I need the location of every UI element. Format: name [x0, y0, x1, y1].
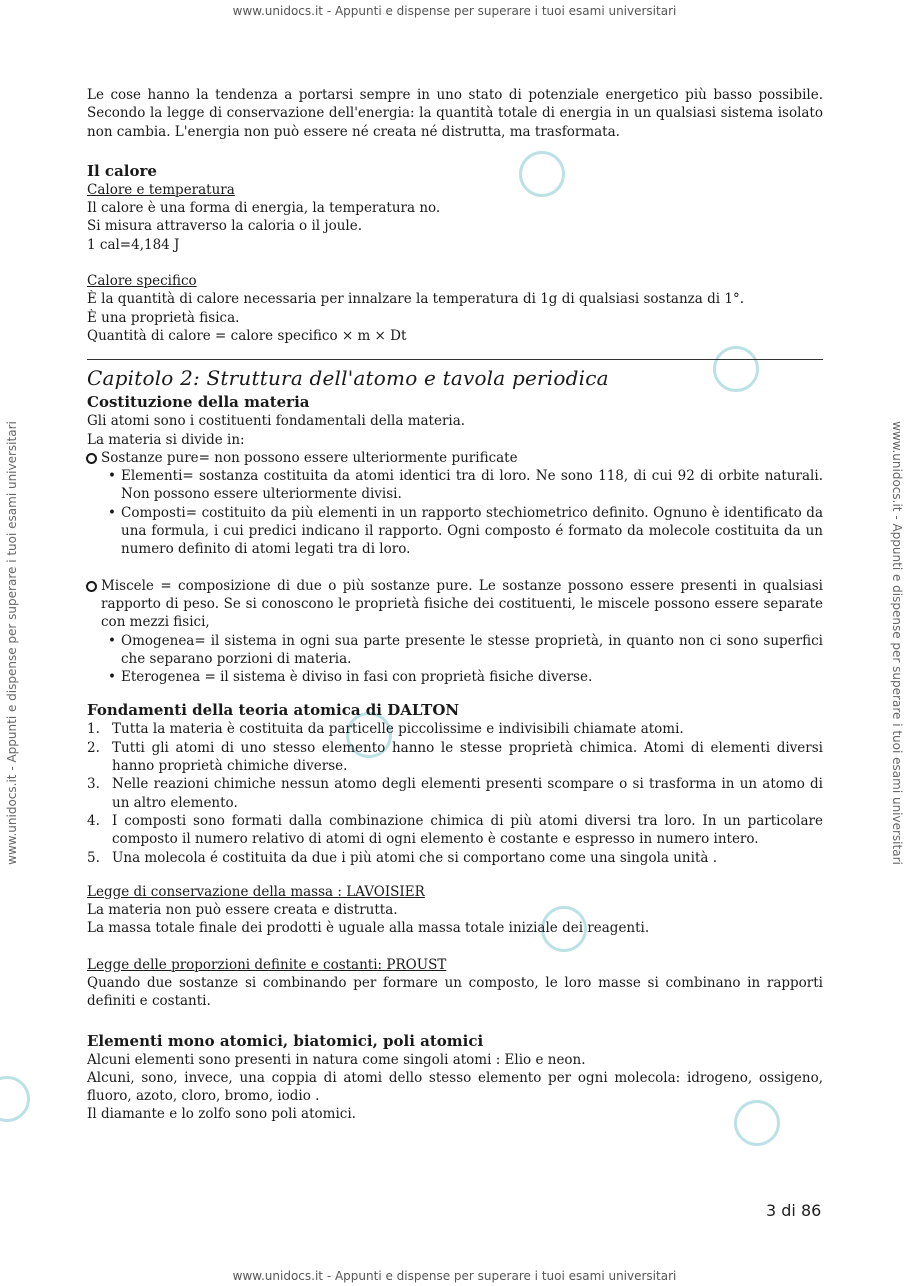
text-line: Si misura attraverso la caloria o il joule. — [87, 218, 362, 235]
text-line: È la quantità di calore necessaria per innalzare la temperatura di 1g di qualsiasi sostanza di 1°. — [87, 291, 744, 308]
text-line: È una proprietà fisica. — [87, 309, 240, 326]
text-line: La materia non può essere creata e distrutta. — [87, 902, 398, 919]
watermark-bottom: www.unidocs.it - Appunti e dispense per superare i tuoi esami universitari — [232, 1269, 677, 1283]
formula-line: Quantità di calore = calore specifico × m × Dt — [87, 327, 407, 344]
bullet-icon: • — [108, 632, 116, 649]
watermark-logo-icon — [0, 1076, 30, 1122]
numbered-list — [87, 720, 823, 866]
text-line: Alcuni, sono, invece, una coppia di atomi dello stesso elemento per ogni molecola: idrogeno, ossigeno, fluoro, azoto, cloro, bromo, iodio . — [87, 1069, 823, 1105]
list-number: 4. — [87, 812, 100, 829]
text-line: Alcuni elementi sono presenti in natura come singoli atomi : Elio e neon. — [87, 1051, 586, 1068]
watermark-top: www.unidocs.it - Appunti e dispense per superare i tuoi esami universitari — [232, 4, 677, 18]
subheading-calore-temperatura: Calore e temperatura — [87, 181, 235, 198]
list-subitem — [87, 504, 823, 559]
section-heading-costituzione: Costituzione della materia — [87, 393, 310, 412]
section-heading-dalton: Fondamenti della teoria atomica di DALTON — [87, 701, 460, 720]
list-item — [87, 449, 823, 467]
text-line: La materia si divide in: — [87, 431, 245, 448]
text-line: Il calore è una forma di energia, la temperatura no. — [87, 200, 441, 217]
list-item — [87, 577, 823, 632]
list-item-text: Tutti gli atomi di uno stesso elemento hanno le stesse proprietà chimica. Atomi di elementi diversi hanno proprietà chimiche diverse. — [112, 739, 823, 775]
section-heading-elementi: Elementi mono atomici, biatomici, poli atomici — [87, 1031, 484, 1050]
bullet-icon: • — [108, 468, 116, 485]
numbered-list-item — [87, 720, 823, 738]
list-subitem — [87, 668, 823, 686]
text-line: Quando due sostanze si combinando per formare un composto, le loro masse si combinano in rapporti definiti e costanti. — [87, 974, 823, 1010]
list-number: 5. — [87, 849, 100, 866]
subheading-lavoisier: Legge di conservazione della massa : LAVOISIER — [87, 883, 425, 900]
chapter-divider — [87, 359, 823, 360]
list-subitem — [87, 467, 823, 504]
circle-bullet-icon — [86, 581, 97, 592]
list-item-text: Composti= costituito da più elementi in un rapporto stechiometrico definito. Ognuno è identificato da una formula, i cui predici indicano il rapporto. Ogni composto é formato da molecole costituita da un numero definito di atomi legati tra di loro. — [121, 504, 823, 558]
list-item-text: Eterogenea = il sistema è diviso in fasi con proprietà fisiche diverse. — [121, 669, 593, 686]
list-number: 1. — [87, 721, 100, 738]
list-item-text: Omogenea= il sistema in ogni sua parte presente le stesse proprietà, in quanto non ci sono superfici che separano porzioni di materia. — [121, 632, 823, 667]
subheading-calore-specifico: Calore specifico — [87, 273, 197, 290]
circle-bullet-icon — [86, 453, 97, 464]
watermark-side-right: www.unidocs.it - Appunti e dispense per superare i tuoi esami universitari — [890, 421, 904, 865]
chapter-title: Capitolo 2: Struttura dell'atomo e tavola periodica — [87, 366, 609, 391]
list-item-text: Sostanze pure= non possono essere ulteriormente purificate — [101, 449, 518, 466]
list-subitem — [87, 632, 823, 669]
list-item-text: Una molecola é costituita da due i più atomi che si comportano come una singola unità . — [112, 849, 718, 866]
page-number: 3 di 86 — [766, 1201, 822, 1220]
list-item-text: I composti sono formati dalla combinazione chimica di più atomi diversi tra loro. In un particolare composto il numero relativo di atomi di ogni elemento è costante e espresso in numero intero. — [112, 812, 823, 848]
section-heading-calore: Il calore — [87, 161, 157, 180]
text-line: Il diamante e lo zolfo sono poli atomici. — [87, 1106, 356, 1123]
list-item-text: Elementi= sostanza costituita da atomi identici tra di loro. Ne sono 118, di cui 92 di orbite naturali. Non possono essere ulteriormente divisi. — [121, 468, 823, 503]
intro-paragraph: Le cose hanno la tendenza a portarsi sempre in uno stato di potenziale energetico più basso possibile. Secondo la legge di conservazione dell'energia: la quantità totale di energia in un qualsiasi sistema isolato non cambia. L'energia non può essere né creata né distrutta, ma trasformata. — [87, 87, 823, 140]
list-item-text: Miscele = composizione di due o più sostanze pure. Le sostanze possono essere presenti in qualsiasi rapporto di peso. Se si conoscono le proprietà fisiche dei costituenti, le miscele possono essere separate con mezzi fisici, — [101, 577, 823, 631]
subheading-proust: Legge delle proporzioni definite e costanti: PROUST — [87, 956, 447, 973]
formula-line: 1 cal=4,184 J — [87, 236, 180, 253]
list-item-text: Nelle reazioni chimiche nessun atomo degli elementi presenti scompare o si trasforma in un atomo di un altro elemento. — [112, 776, 823, 811]
bullet-icon: • — [108, 669, 116, 686]
bullet-icon: • — [108, 504, 116, 521]
text-line: La massa totale finale dei prodotti è uguale alla massa totale iniziale dei reagenti. — [87, 920, 650, 937]
numbered-list-item — [87, 812, 823, 849]
text-line: Gli atomi sono i costituenti fondamentali della materia. — [87, 413, 466, 430]
list-number: 2. — [87, 739, 100, 756]
document-body — [87, 86, 823, 1124]
numbered-list-item — [87, 849, 823, 867]
list-item-text: Tutta la materia è costituita da particelle piccolissime e indivisibili chiamate atomi. — [112, 721, 684, 738]
watermark-side-left: www.unidocs.it - Appunti e dispense per superare i tuoi esami universitari — [5, 421, 19, 865]
list-number: 3. — [87, 776, 100, 793]
numbered-list-item — [87, 775, 823, 812]
numbered-list-item — [87, 739, 823, 776]
